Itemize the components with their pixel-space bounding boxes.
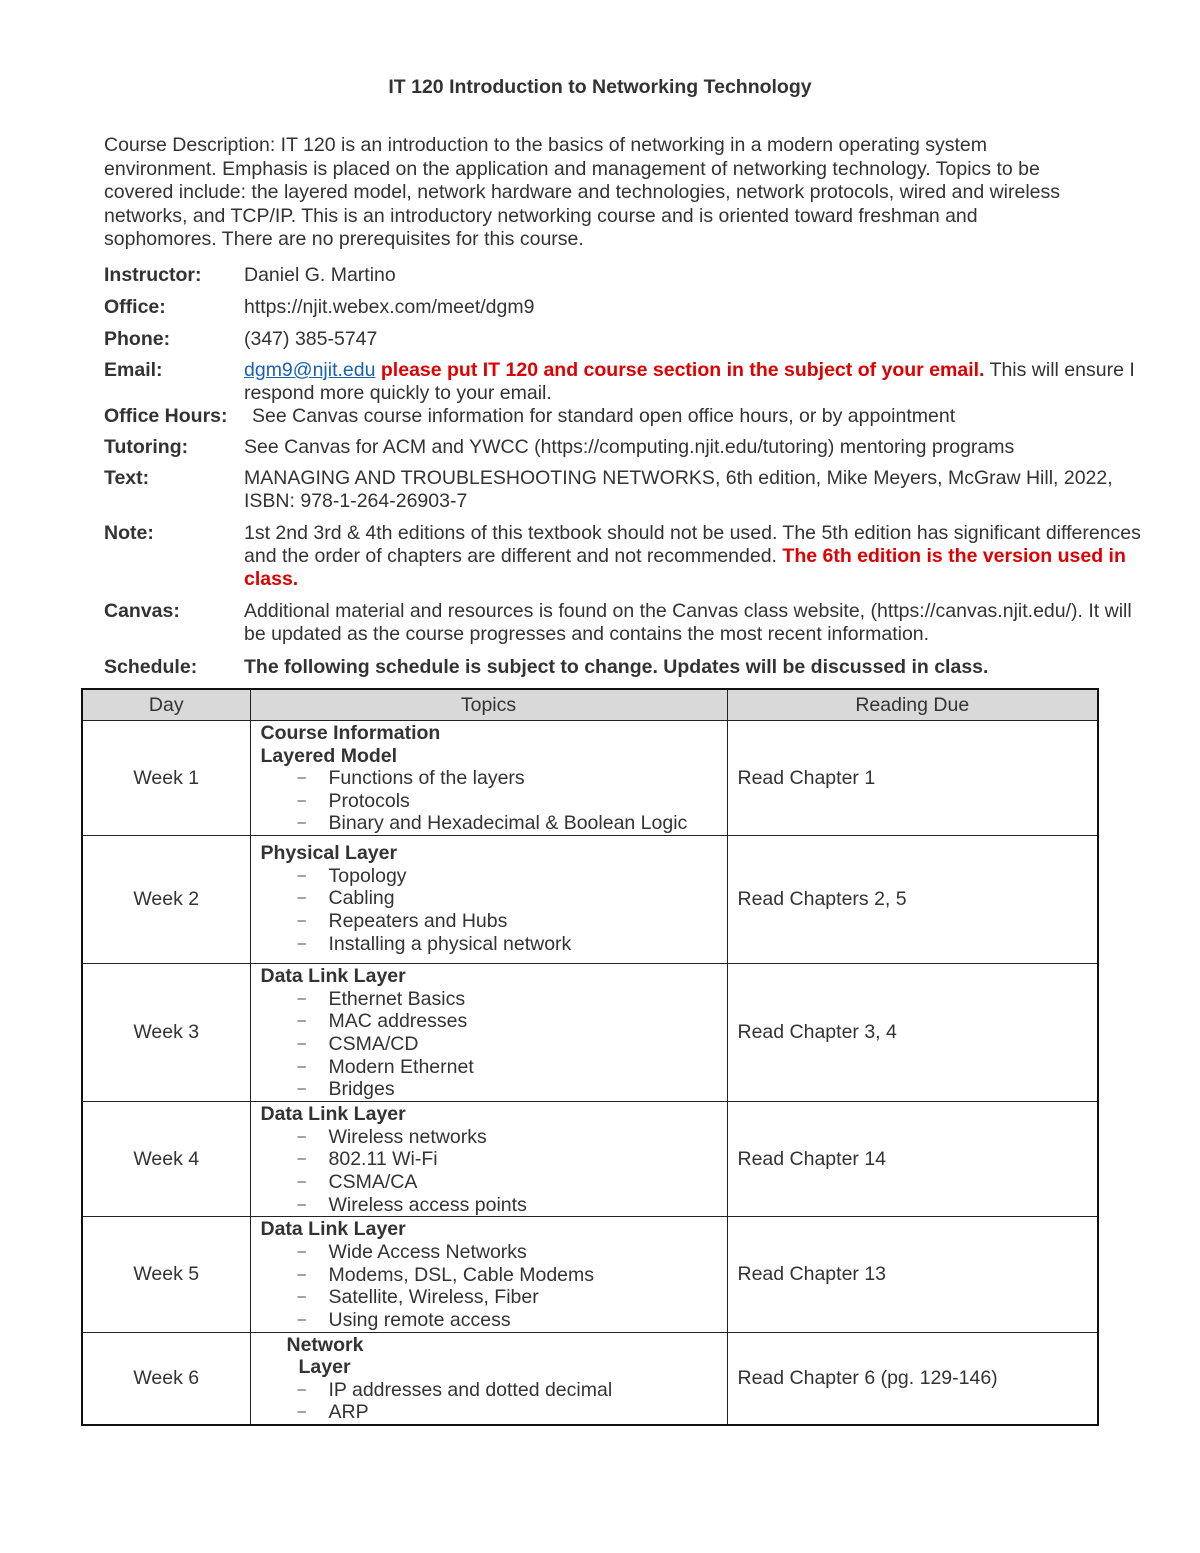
list-item: – Wireless networks bbox=[297, 1125, 487, 1148]
dash-icon: – bbox=[297, 1127, 306, 1145]
email-value bbox=[244, 359, 1144, 405]
instructor-label: Instructor: bbox=[104, 264, 202, 286]
list-item: – Ethernet Basics bbox=[297, 987, 466, 1010]
reading-cell: Read Chapter 13 bbox=[727, 1217, 1098, 1332]
table-row bbox=[82, 836, 1098, 964]
dash-icon: – bbox=[297, 912, 306, 930]
list-item: – Using remote access bbox=[297, 1309, 511, 1332]
topics-cell bbox=[250, 1217, 727, 1332]
dash-icon: – bbox=[297, 934, 306, 952]
list-item: – CSMA/CD bbox=[297, 1033, 419, 1056]
list-item: – Bridges bbox=[297, 1078, 395, 1101]
note-value bbox=[244, 522, 1144, 591]
topics-cell bbox=[250, 836, 727, 964]
canvas-label: Canvas: bbox=[104, 600, 180, 622]
list-item: – Installing a physical network bbox=[297, 932, 572, 955]
office-label: Office: bbox=[104, 296, 166, 318]
schedule-value: The following schedule is subject to change. Updates will be discussed in class. bbox=[244, 656, 989, 678]
list-item: – Topology bbox=[297, 864, 407, 887]
email-note: This will ensure I respond more quickly to your email. bbox=[244, 359, 1135, 404]
topic-heading: Layer bbox=[298, 1356, 351, 1379]
email-link[interactable]: dgm9@njit.edu bbox=[244, 359, 376, 381]
email-label: Email: bbox=[104, 359, 163, 381]
table-row bbox=[82, 721, 1098, 836]
day-cell: Week 6 bbox=[82, 1332, 250, 1425]
table-row bbox=[82, 1102, 1098, 1217]
tutoring-label: Tutoring: bbox=[104, 436, 189, 458]
note-text: 1st 2nd 3rd & 4th editions of this textbook should not be used. The 5th edition has significant differences and the order of chapters are different and not recommended. bbox=[244, 522, 1141, 567]
dash-icon: – bbox=[297, 769, 306, 786]
dash-icon: – bbox=[297, 1150, 306, 1168]
instructor-value: Daniel G. Martino bbox=[244, 264, 396, 286]
header-day: Day bbox=[82, 689, 250, 721]
dash-icon: – bbox=[297, 1012, 306, 1030]
topic-heading: Data Link Layer bbox=[260, 1103, 406, 1126]
dash-icon: – bbox=[297, 1403, 306, 1421]
list-item: – Satellite, Wireless, Fiber bbox=[297, 1286, 539, 1309]
dash-icon: – bbox=[297, 1057, 306, 1075]
office-hours-label: Office Hours: bbox=[104, 405, 228, 427]
topic-heading: Course Information bbox=[260, 722, 441, 744]
office-value: https://njit.webex.com/meet/dgm9 bbox=[244, 296, 535, 318]
phone-label: Phone: bbox=[104, 328, 171, 350]
header-reading: Reading Due bbox=[727, 689, 1098, 721]
list-item: – Wide Access Networks bbox=[297, 1240, 527, 1263]
list-item: – ARP bbox=[297, 1401, 369, 1424]
schedule-table bbox=[81, 688, 1099, 1426]
dash-icon: – bbox=[297, 1265, 306, 1283]
text-value: MANAGING AND TROUBLESHOOTING NETWORKS, 6th edition, Mike Meyers, McGraw Hill, 2022, ISBN: 978-1-264-26903-7 bbox=[244, 467, 1113, 512]
table-row bbox=[82, 1217, 1098, 1332]
schedule-label: Schedule: bbox=[104, 656, 198, 678]
list-item: – Binary and Hexadecimal & Boolean Logic bbox=[297, 812, 688, 835]
topic-heading: Data Link Layer bbox=[260, 1218, 406, 1241]
topic-heading: Data Link Layer bbox=[260, 965, 406, 988]
reading-cell: Read Chapters 2, 5 bbox=[727, 836, 1098, 964]
topics-cell bbox=[250, 1332, 727, 1425]
table-row bbox=[82, 1332, 1098, 1425]
topics-cell bbox=[250, 964, 727, 1102]
phone-value: (347) 385-5747 bbox=[244, 328, 378, 350]
reading-cell: Read Chapter 14 bbox=[727, 1102, 1098, 1217]
dash-icon: – bbox=[297, 1242, 306, 1260]
list-item: – CSMA/CA bbox=[297, 1171, 418, 1194]
course-description: Course Description: IT 120 is an introduction to the basics of networking in a modern operating system environment. Emphasis is placed on the application and management of networking technology. Topics to be covered include: the layered model, network hardware and technologies, network protocols, wired and wireless networks, and TCP/IP. This is an introductory networking course and is oriented toward freshman and sophomores. There are no prerequisites for this course. bbox=[104, 134, 1061, 250]
canvas-value: Additional material and resources is found on the Canvas class website, (https://canvas.njit.edu/). It will be updated as the course progresses and contains the most recent information. bbox=[244, 600, 1132, 645]
list-item: – Wireless access points bbox=[297, 1193, 527, 1216]
dash-icon: – bbox=[297, 1080, 306, 1098]
topic-heading: Network bbox=[286, 1333, 364, 1356]
dash-icon: – bbox=[297, 866, 306, 884]
dash-icon: – bbox=[297, 1195, 306, 1213]
dash-icon: – bbox=[297, 791, 306, 809]
tutoring-value: See Canvas for ACM and YWCC (https://computing.njit.edu/tutoring) mentoring programs bbox=[244, 436, 1015, 458]
list-item: – Protocols bbox=[297, 789, 410, 812]
dash-icon: – bbox=[297, 1311, 306, 1329]
office-hours-value: See Canvas course information for standard open office hours, or by appointment bbox=[252, 405, 956, 427]
reading-cell: Read Chapter 1 bbox=[727, 721, 1098, 836]
list-item: – Functions of the layers bbox=[297, 767, 525, 789]
list-item: – Cabling bbox=[297, 887, 395, 910]
topic-heading: Physical Layer bbox=[260, 842, 398, 865]
dash-icon: – bbox=[297, 889, 306, 907]
day-cell: Week 2 bbox=[82, 836, 250, 964]
day-cell: Week 1 bbox=[82, 721, 250, 836]
dash-icon: – bbox=[297, 1035, 306, 1053]
dash-icon: – bbox=[297, 1173, 306, 1191]
list-item: – MAC addresses bbox=[297, 1010, 468, 1033]
day-cell: Week 5 bbox=[82, 1217, 250, 1332]
dash-icon: – bbox=[297, 814, 306, 832]
text-label: Text: bbox=[104, 467, 150, 489]
topic-heading: Layered Model bbox=[260, 744, 398, 767]
email-note-red: please put IT 120 and course section in the subject of your email. bbox=[380, 359, 985, 381]
topics-cell bbox=[250, 721, 727, 836]
list-item: – IP addresses and dotted decimal bbox=[297, 1378, 613, 1401]
list-item: – Modems, DSL, Cable Modems bbox=[297, 1263, 595, 1286]
dash-icon: – bbox=[297, 989, 306, 1007]
reading-cell: Read Chapter 3, 4 bbox=[727, 964, 1098, 1102]
day-cell: Week 4 bbox=[82, 1102, 250, 1217]
note-red: The 6th edition is the version used in class. bbox=[244, 545, 1126, 590]
page-title: IT 120 Introduction to Networking Technology bbox=[388, 76, 812, 98]
table-header-row bbox=[82, 689, 1098, 721]
list-item: – Repeaters and Hubs bbox=[297, 910, 508, 933]
day-cell: Week 3 bbox=[82, 964, 250, 1102]
list-item: – Modern Ethernet bbox=[297, 1055, 474, 1078]
topics-cell bbox=[250, 1102, 727, 1217]
reading-cell: Read Chapter 6 (pg. 129-146) bbox=[727, 1332, 1098, 1425]
dash-icon: – bbox=[297, 1380, 306, 1398]
list-item: – 802.11 Wi-Fi bbox=[297, 1148, 438, 1171]
note-label: Note: bbox=[104, 522, 154, 544]
table-row bbox=[82, 964, 1098, 1102]
dash-icon: – bbox=[297, 1288, 306, 1306]
header-topics: Topics bbox=[250, 689, 727, 721]
